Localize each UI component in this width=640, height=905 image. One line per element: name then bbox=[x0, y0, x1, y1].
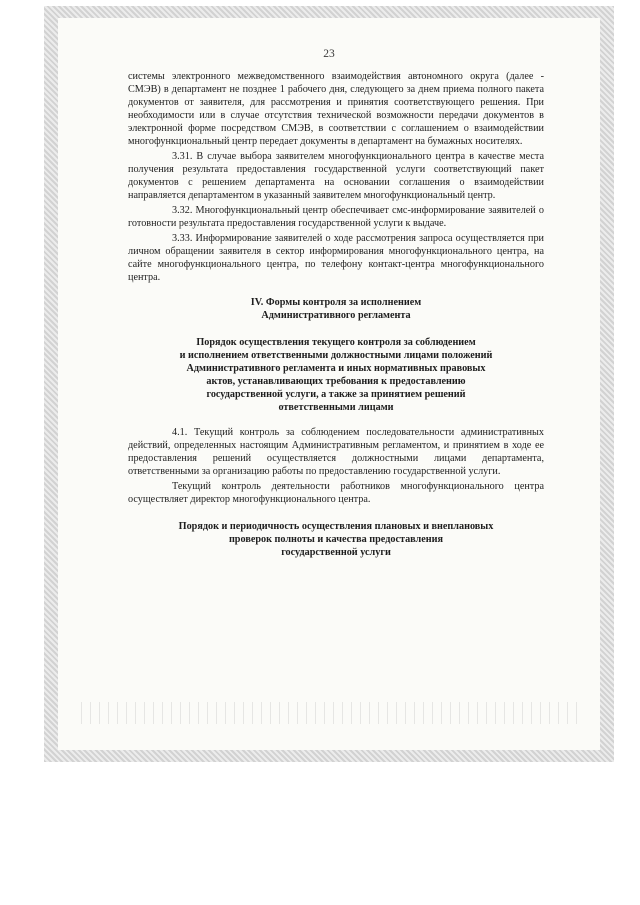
subheading-line: Порядок и периодичность осуществления плановых и внеплановых bbox=[178, 521, 494, 532]
page-number: 23 bbox=[323, 48, 335, 60]
subheading-line: государственной услуги bbox=[281, 547, 391, 558]
subheading-line: и исполнением ответственными должностными лицами положений bbox=[179, 350, 493, 361]
subheading-current-control bbox=[128, 336, 544, 414]
section-title bbox=[128, 296, 544, 322]
paragraph-mfc-control: Текущий контроль деятельности работников многофункционального центра осуществляет директор многофункционального центра. bbox=[128, 481, 544, 505]
paragraph-4-1: 4.1. Текущий контроль за соблюдением последовательности административных действий, определенных настоящим Административным регламентом, и принятием в ходе ее предоставления решений осуществляется должностными лицами департамента, ответственными за организацию работы по предоставлению государственной услуги. bbox=[128, 427, 544, 477]
subheading-line: Порядок осуществления текущего контроля за соблюдением bbox=[196, 337, 476, 348]
section-title-line1: IV. Формы контроля за исполнением bbox=[250, 297, 422, 308]
paragraph-smev-transfer: системы электронного межведомственного взаимодействия автономного округа (далее - СМЭВ) в департамент не позднее 1 рабочего дня, следующего за днем приема полного пакета документов от заявителя, для рассмотрения и принятия соответствующего решения. При необходимости или в случае отсутствия технической возможности передачи документов в электронной форме посредством СМЭВ, в соответствии с соглашением о взаимодействии многофункциональный центр передает документы в департамент на бумажных носителях. bbox=[128, 71, 544, 147]
scan-noise bbox=[78, 702, 580, 724]
document-body bbox=[128, 70, 544, 571]
section-title-line2: Административного регламента bbox=[261, 310, 411, 321]
subheading-line: актов, устанавливающих требования к предоставлению bbox=[206, 376, 466, 387]
paragraph-3-32: 3.32. Многофункциональный центр обеспечивает смс-информирование заявителей о готовности результата предоставления государственной услуги к выдаче. bbox=[128, 205, 544, 229]
subheading-line: ответственными лицами bbox=[278, 402, 394, 413]
subheading-line: государственной услуги, а также за принятием решений bbox=[206, 389, 466, 400]
subheading-inspections bbox=[128, 520, 544, 559]
paragraph-3-33: 3.33. Информирование заявителей о ходе рассмотрения запроса осуществляется при личном обращении заявителя в сектор информирования многофункционального центра, на сайте многофункционального центра, по телефону контакт-центра многофункционального центра. bbox=[128, 233, 544, 283]
subheading-line: проверок полноты и качества предоставления bbox=[228, 534, 444, 545]
paragraph-3-31: 3.31. В случае выбора заявителем многофункционального центра в качестве места получения результата предоставления государственной услуги соответствующий пакет документов с решением департамента на основании соглашения о взаимодействии направляется департаментом в указанный заявителем многофункциональный центр. bbox=[128, 151, 544, 201]
subheading-line: Административного регламента и иных нормативных правовых bbox=[186, 363, 486, 374]
document-page bbox=[58, 18, 600, 750]
